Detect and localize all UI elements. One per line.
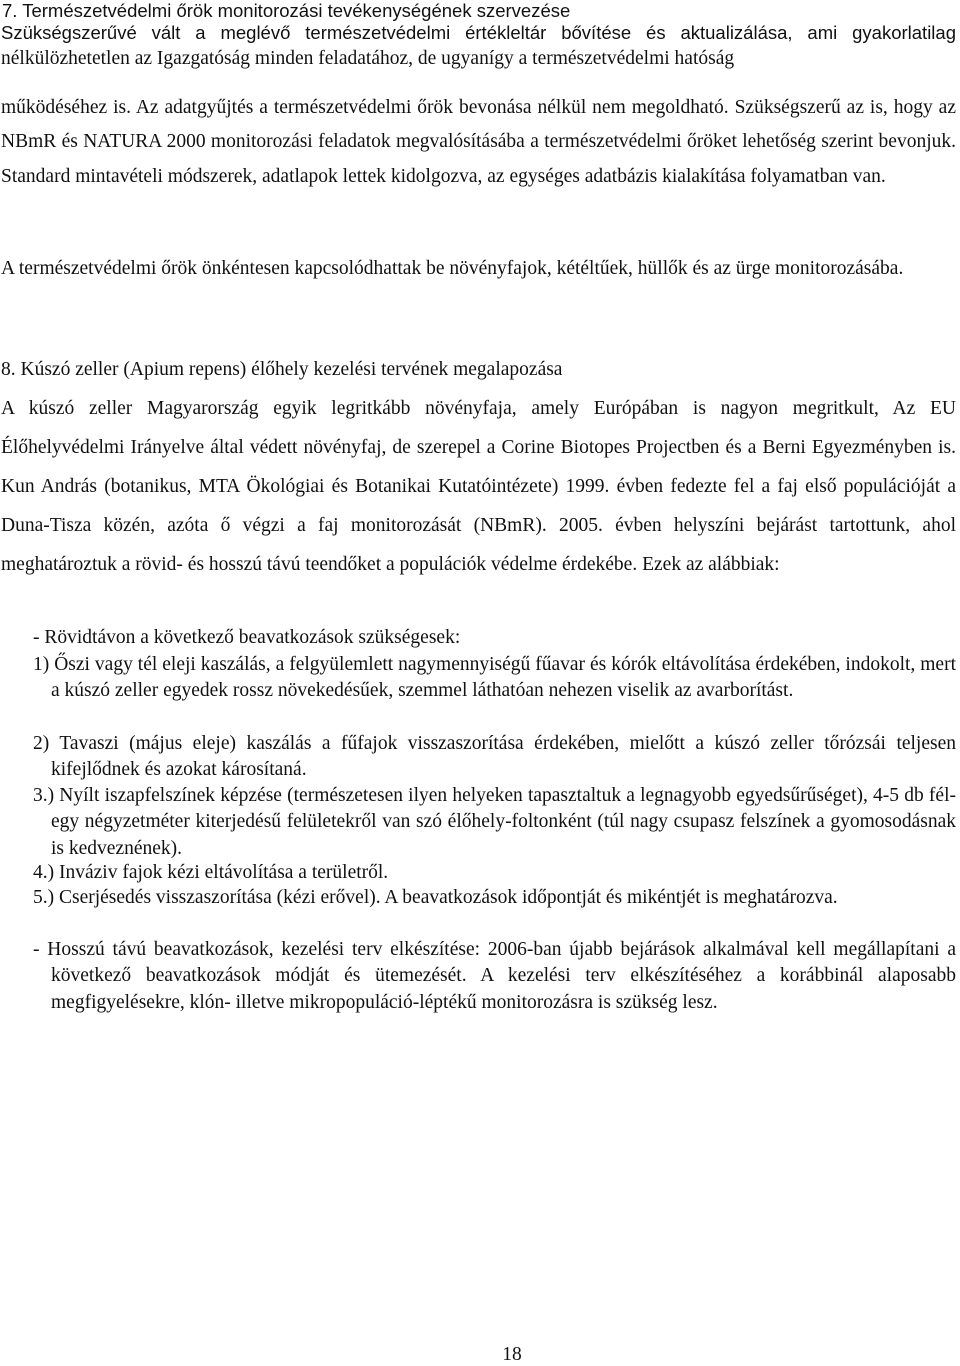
section-8-paragraph: A kúszó zeller Magyarország egyik legritkább növényfaja, amely Európában is nagyon megritkult, Az EU Élőhelyvédelmi Irányelve által védett növényfaj, de szerepel a Corine Biotopes Projectben és a Berni Egyezményben is. Kun András (botanikus, MTA Ökológiai és Botanikai Kutatóintézete) 1999. évben fedezte fel a faj első populációját a Duna-Tisza közén, azóta ő végzi a faj monitorozását (NBmR). 2005. évben helyszíni bejárást tartottunk, ahol meghatároztuk a rövid- és hosszú távú teendőket a populációk védelme érdekébe. Ezek az alábbiak: [1,398,956,575]
short-term-heading: - Rövidtávon a következő beavatkozások szükségesek: [33,627,461,648]
section-7-title: 7. Természetvédelmi őrök monitorozási tevékenységének szervezése [2,0,571,21]
short-term-item-3: 3.) Nyílt iszapfelszínek képzése (természetesen ilyen helyeken tapasztaltuk a legnagyobb egyedsűrűséget), 4-5 db fél-egy négyzetméter kiterjedésű felületekről van szó élőhely-foltonként (túl nagy csupasz felszínek a gyomosodásnak is kedveznének). [33,785,956,859]
long-term-item: - Hosszú távú beavatkozások, kezelési terv elkészítése: 2006-ban újabb bejárások alkalmával kell megállapítani a következő beavatkozások módját és ütemezését. A kezelési terv elkészítéséhez a korábbinál alaposabb megfigyelésekre, klón- illetve mikropopuláció-léptékű monitorozásra is szükség lesz. [33,939,956,1013]
section-8-title: 8. Kúszó zeller (Apium repens) élőhely kezelési tervének megalapozása [1,359,563,380]
section-7-paragraph-b: működéséhez is. Az adatgyűjtés a természetvédelmi őrök bevonása nélkül nem megoldható. Szükségszerű az is, hogy az NBmR és NATURA 2000 monitorozási feladatok megvalósításába a természetvédelmi őröket lehetőség szerint bevonjuk. Standard mintavételi módszerek, adatlapok lettek kidolgozva, az egységes adatbázis kialakítása folyamatban van. [1,97,956,187]
section-7-paragraph-a-first-line: Szükségszerűvé vált a meglévő természetvédelmi értékleltár bővítése és aktualizálása, ami gyakorlatilag [1,22,956,43]
short-term-item-5: 5.) Cserjésedés visszaszorítása (kézi erővel). A beavatkozások időpontját és mikéntjét is meghatározva. [33,887,838,908]
short-term-item-2: 2) Tavaszi (május eleje) kaszálás a fűfajok visszaszorítása érdekében, mielőtt a kúszó zeller tőrózsái teljesen kifejlődnek és azokat károsítaná. [33,733,956,781]
page-number: 18 [502,1344,522,1365]
short-term-item-1: 1) Őszi vagy tél eleji kaszálás, a felgyülemlett nagymennyiségű fűavar és kórók eltávolítása érdekében, indokolt, mert a kúszó zeller egyedek rossz növekedésűek, szemmel láthatóan nehezen viselik az avarborítást. [33,654,956,702]
section-7-paragraph-a-rest: nélkülözhetetlen az Igazgatóság minden feladatához, de ugyanígy a természetvédelmi hatóság [1,48,735,69]
section-7-paragraph-c: A természetvédelmi őrök önkéntesen kapcsolódhattak be növényfajok, kétéltűek, hüllők és az ürge monitorozásába. [1,258,904,279]
short-term-item-4: 4.) Inváziv fajok kézi eltávolítása a területről. [33,862,389,883]
section-7-paragraph-a [1,20,956,71]
